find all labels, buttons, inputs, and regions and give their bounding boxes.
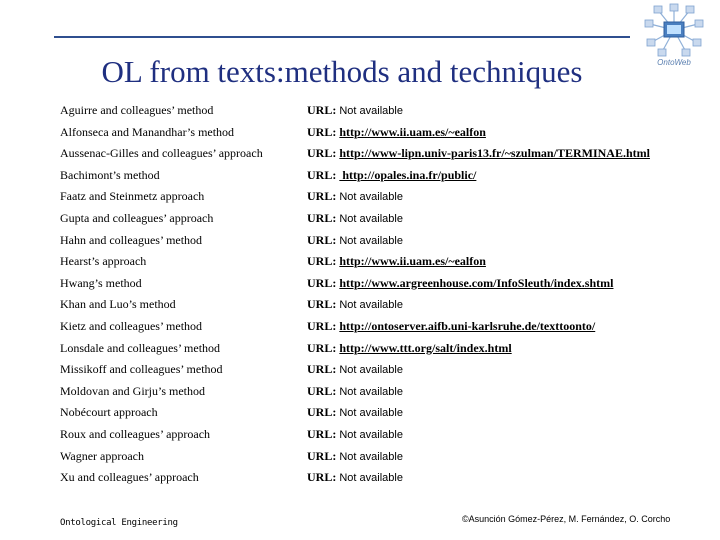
url-cell — [307, 446, 403, 467]
url-label: URL: — [307, 254, 337, 269]
url-cell — [307, 273, 613, 293]
table-row — [60, 402, 710, 422]
url-label: URL: — [307, 211, 337, 225]
table-row — [60, 338, 710, 358]
url-cell — [307, 251, 486, 271]
url-not-available: Not available — [339, 299, 403, 312]
url-label: URL: — [307, 362, 337, 377]
table-row — [60, 467, 710, 487]
url-link[interactable]: http://opales.ina.fr/public/ — [339, 167, 477, 182]
url-cell — [307, 208, 403, 229]
url-label: URL: — [307, 470, 337, 485]
url-cell — [307, 467, 403, 488]
url-label: URL: — [307, 103, 337, 117]
url-label: URL: — [307, 124, 337, 139]
method-name: Roux and colleagues’ approach — [60, 427, 211, 441]
url-label: URL: — [307, 427, 337, 441]
url-cell — [307, 424, 403, 445]
logo-label: OntoWeb — [657, 58, 691, 67]
method-name: Hearst’s approach — [60, 254, 147, 269]
url-label: URL: — [307, 383, 337, 398]
method-name: Wagner approach — [60, 448, 144, 463]
url-label: URL: — [307, 448, 337, 463]
url-cell — [307, 316, 595, 336]
url-label: URL: — [307, 275, 337, 290]
method-name: Hahn and colleagues’ method — [60, 232, 203, 247]
url-not-available: Not available — [339, 472, 403, 485]
url-not-available: Not available — [339, 385, 403, 398]
url-cell — [307, 338, 512, 358]
url-cell — [307, 186, 403, 207]
table-row — [60, 424, 710, 444]
url-label: URL: — [307, 167, 337, 182]
footer-copyright: ©Asunción Gómez-Pérez, M. Fernández, O. Corcho — [462, 514, 671, 524]
table-row — [60, 165, 710, 185]
table-row — [60, 381, 710, 401]
table-row — [60, 359, 710, 379]
method-name: Missikoff and colleagues’ method — [60, 362, 223, 377]
url-link[interactable]: http://www.argreenhouse.com/InfoSleuth/index.shtml — [339, 275, 614, 290]
title-rule — [54, 36, 630, 38]
url-label: URL: — [307, 319, 337, 333]
url-link[interactable]: http://www.ttt.org/salt/index.html — [339, 340, 512, 355]
url-not-available: Not available — [339, 407, 403, 420]
url-not-available: Not available — [339, 364, 403, 377]
url-cell — [307, 381, 403, 402]
table-row — [60, 230, 710, 250]
url-link[interactable]: http://www.ii.uam.es/~ealfon — [339, 124, 486, 139]
table-row — [60, 251, 710, 271]
url-label: URL: — [307, 189, 337, 204]
method-name: Alfonseca and Manandhar’s method — [60, 124, 235, 139]
url-label: URL: — [307, 340, 337, 355]
url-not-available: Not available — [339, 191, 403, 204]
ontoweb-logo — [636, 2, 712, 72]
method-name: Aussenac-Gilles and colleagues’ approach — [60, 146, 263, 161]
table-row — [60, 316, 710, 336]
method-name: Khan and Luo’s method — [60, 297, 176, 312]
url-cell — [307, 143, 650, 163]
method-name: Nobécourt approach — [60, 405, 158, 420]
url-cell — [307, 294, 403, 315]
method-name: Bachimont’s method — [60, 167, 160, 182]
method-name: Gupta and colleagues’ approach — [60, 211, 214, 225]
slide-title: OL from texts:methods and techniques — [101, 54, 583, 89]
url-link[interactable]: http://www.ii.uam.es/~ealfon — [339, 254, 486, 269]
method-name: Kietz and colleagues’ method — [60, 319, 203, 333]
url-link[interactable]: http://ontoserver.aifb.uni-karlsruhe.de/texttoonto/ — [339, 319, 596, 333]
url-not-available: Not available — [339, 105, 403, 117]
url-label: URL: — [307, 146, 337, 161]
url-cell — [307, 100, 403, 121]
url-cell — [307, 359, 403, 380]
table-row — [60, 143, 710, 163]
url-link[interactable]: http://www-lipn.univ-paris13.fr/~szulman/TERMINAE.html — [339, 146, 650, 161]
method-name: Hwang’s method — [60, 275, 142, 290]
url-label: URL: — [307, 405, 337, 420]
method-name: Aguirre and colleagues’ method — [60, 103, 214, 117]
table-row — [60, 446, 710, 466]
table-row — [60, 208, 710, 228]
method-name: Moldovan and Girju’s method — [60, 383, 205, 398]
url-cell — [307, 122, 486, 142]
url-not-available: Not available — [339, 234, 403, 247]
table-row — [60, 294, 710, 314]
url-not-available: Not available — [339, 429, 403, 441]
method-name: Lonsdale and colleagues’ method — [60, 340, 221, 355]
network-logo-icon — [636, 2, 712, 60]
url-label: URL: — [307, 297, 337, 312]
table-row — [60, 122, 710, 142]
footer-left: Ontological Engineering — [60, 518, 178, 528]
url-cell — [307, 402, 403, 423]
table-row — [60, 273, 710, 293]
url-not-available: Not available — [339, 450, 403, 463]
method-name: Faatz and Steinmetz approach — [60, 189, 205, 204]
table-row — [60, 186, 710, 206]
url-label: URL: — [307, 232, 337, 247]
table-row — [60, 100, 710, 120]
url-not-available: Not available — [339, 213, 403, 225]
method-name: Xu and colleagues’ approach — [60, 470, 199, 485]
url-cell — [307, 230, 403, 251]
url-cell — [307, 165, 476, 185]
